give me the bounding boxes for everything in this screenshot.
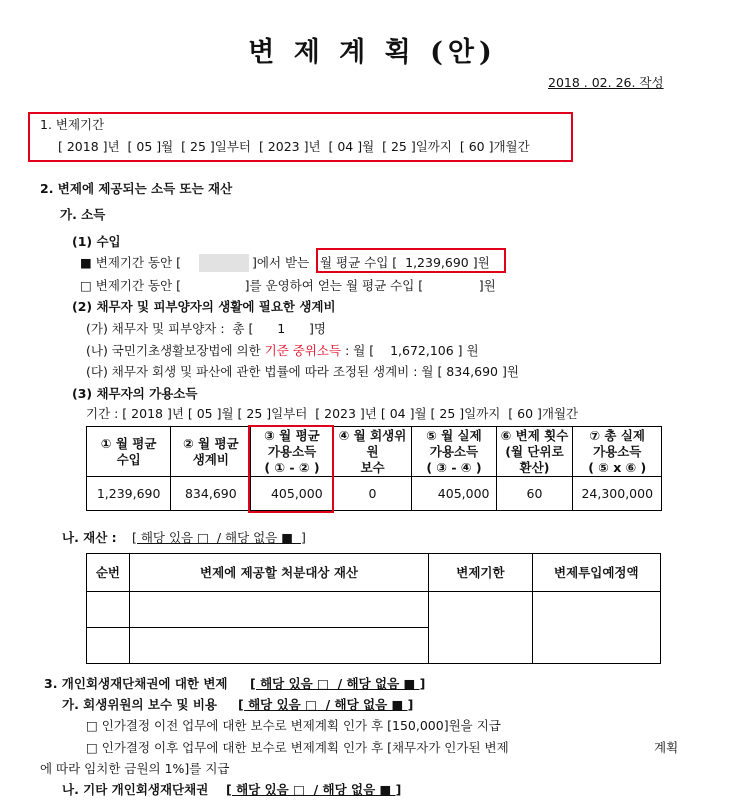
value-living-cost: 834,690	[171, 477, 251, 511]
income-heading: (1) 수입	[72, 234, 121, 249]
section3-na-heading: 나. 기타 개인회생재단채권	[62, 782, 209, 797]
median-income-label: 기준 중위소득	[264, 343, 342, 358]
col-property: 변제에 제공할 처분대상 재산	[129, 554, 428, 592]
section3-status: [ 해당 있음 □ / 해당 없음 ■ ]	[250, 676, 426, 691]
living-cost-heading: (2) 채무자 및 피부양자의 생활에 필요한 생계비	[72, 299, 336, 314]
income-line-1b: ]에서 받는	[252, 255, 310, 270]
section3-ga-line2: □ 인가결정 이후 업무에 대한 보수로 변제계획 인가 후 [채무자가 인가된 변제	[86, 740, 509, 755]
section2-ga-heading: 가. 소득	[60, 207, 106, 222]
col-available-income: ③ 월 평균 가용소득 ( ① - ② )	[251, 427, 333, 477]
col-living-cost: ② 월 평균 생계비	[171, 427, 251, 477]
col-deadline: 변제기한	[429, 554, 532, 592]
section2-heading: 2. 변제에 제공되는 소득 또는 재산	[40, 181, 233, 196]
section3-na-status: [ 해당 있음 □ / 해당 없음 ■ ]	[226, 782, 402, 797]
section1-heading: 1. 변제기간	[40, 117, 105, 132]
col-actual-available: ⑤ 월 실제 가용소득 ( ③ - ④ )	[412, 427, 496, 477]
table-row	[87, 592, 661, 628]
col-seq: 순번	[87, 554, 130, 592]
col-repayment-count: ⑥ 변제 횟수 (월 단위로 환산)	[496, 427, 573, 477]
section3-ga-line1: □ 인가결정 이전 업무에 대한 보수로 변제계획 인가 후 [150,000]원을 지급	[86, 718, 501, 733]
section3-heading: 3. 개인회생재단채권에 대한 변제	[44, 676, 228, 691]
available-income-heading: (3) 채무자의 가용소득	[72, 386, 198, 401]
living-cost-b: (나) 국민기초생활보장법에 의한 기준 중위소득 : 월 [ 1,672,106 ] 원	[86, 343, 479, 358]
value-total-available: 24,300,000	[573, 477, 662, 511]
document-date: 2018 . 02. 26. 작성	[548, 75, 664, 90]
income-line-2: □ 변제기간 동안 [ ]를 운영하여 얻는 월 평균 수입 [ ]원	[80, 278, 496, 293]
available-income-table	[86, 426, 662, 511]
income-line-1c: 월 평균 수입 [ 1,239,690 ]원	[320, 255, 490, 270]
living-cost-a: (가) 채무자 및 피부양자 : 총 [ 1 ]명	[86, 321, 326, 336]
available-income-period: 기간 : [ 2018 ]년 [ 05 ]월 [ 25 ]일부터 [ 2023 ]년 [ 04 ]월 [ 25 ]일까지 [ 60 ]개월간	[86, 406, 579, 421]
section3-ga-line3: 에 따라 임치한 금원의 1%]를 지급	[40, 761, 230, 776]
col-monthly-income: ① 월 평균 수입	[87, 427, 171, 477]
masked-employer	[199, 254, 249, 272]
col-amount: 변제투입예정액	[532, 554, 660, 592]
col-total-available: ⑦ 총 실제 가용소득 ( ⑤ x ⑥ )	[573, 427, 662, 477]
value-actual-available: 405,000	[412, 477, 496, 511]
value-available-income: 405,000	[251, 477, 333, 511]
section3-ga-heading: 가. 회생위원의 보수 및 비용	[62, 697, 217, 712]
value-trustee-fee: 0	[333, 477, 412, 511]
property-status: [ 해당 있음 □ / 해당 없음 ■ ]	[132, 530, 306, 545]
property-label: 나. 재산 :	[62, 530, 117, 545]
section3-ga-status: [ 해당 있음 □ / 해당 없음 ■ ]	[238, 697, 414, 712]
value-monthly-income: 1,239,690	[87, 477, 171, 511]
document-title: 변 제 계 획 (안)	[248, 37, 497, 68]
col-trustee-fee: ④ 월 회생위원 보수	[333, 427, 412, 477]
section3-ga-line2-end: 계획	[654, 740, 679, 755]
available-income-highlight	[248, 425, 334, 513]
living-cost-c: (다) 채무자 회생 및 파산에 관한 법률에 따라 조정된 생계비 : 월 [ 834,690 ]원	[86, 364, 519, 379]
income-line-1a: ■ 변제기간 동안 [	[80, 255, 182, 270]
value-repayment-count: 60	[496, 477, 573, 511]
section1-period: [ 2018 ]년 [ 05 ]월 [ 25 ]일부터 [ 2023 ]년 [ 04 ]월 [ 25 ]일까지 [ 60 ]개월간	[58, 139, 530, 154]
property-table	[86, 553, 661, 664]
